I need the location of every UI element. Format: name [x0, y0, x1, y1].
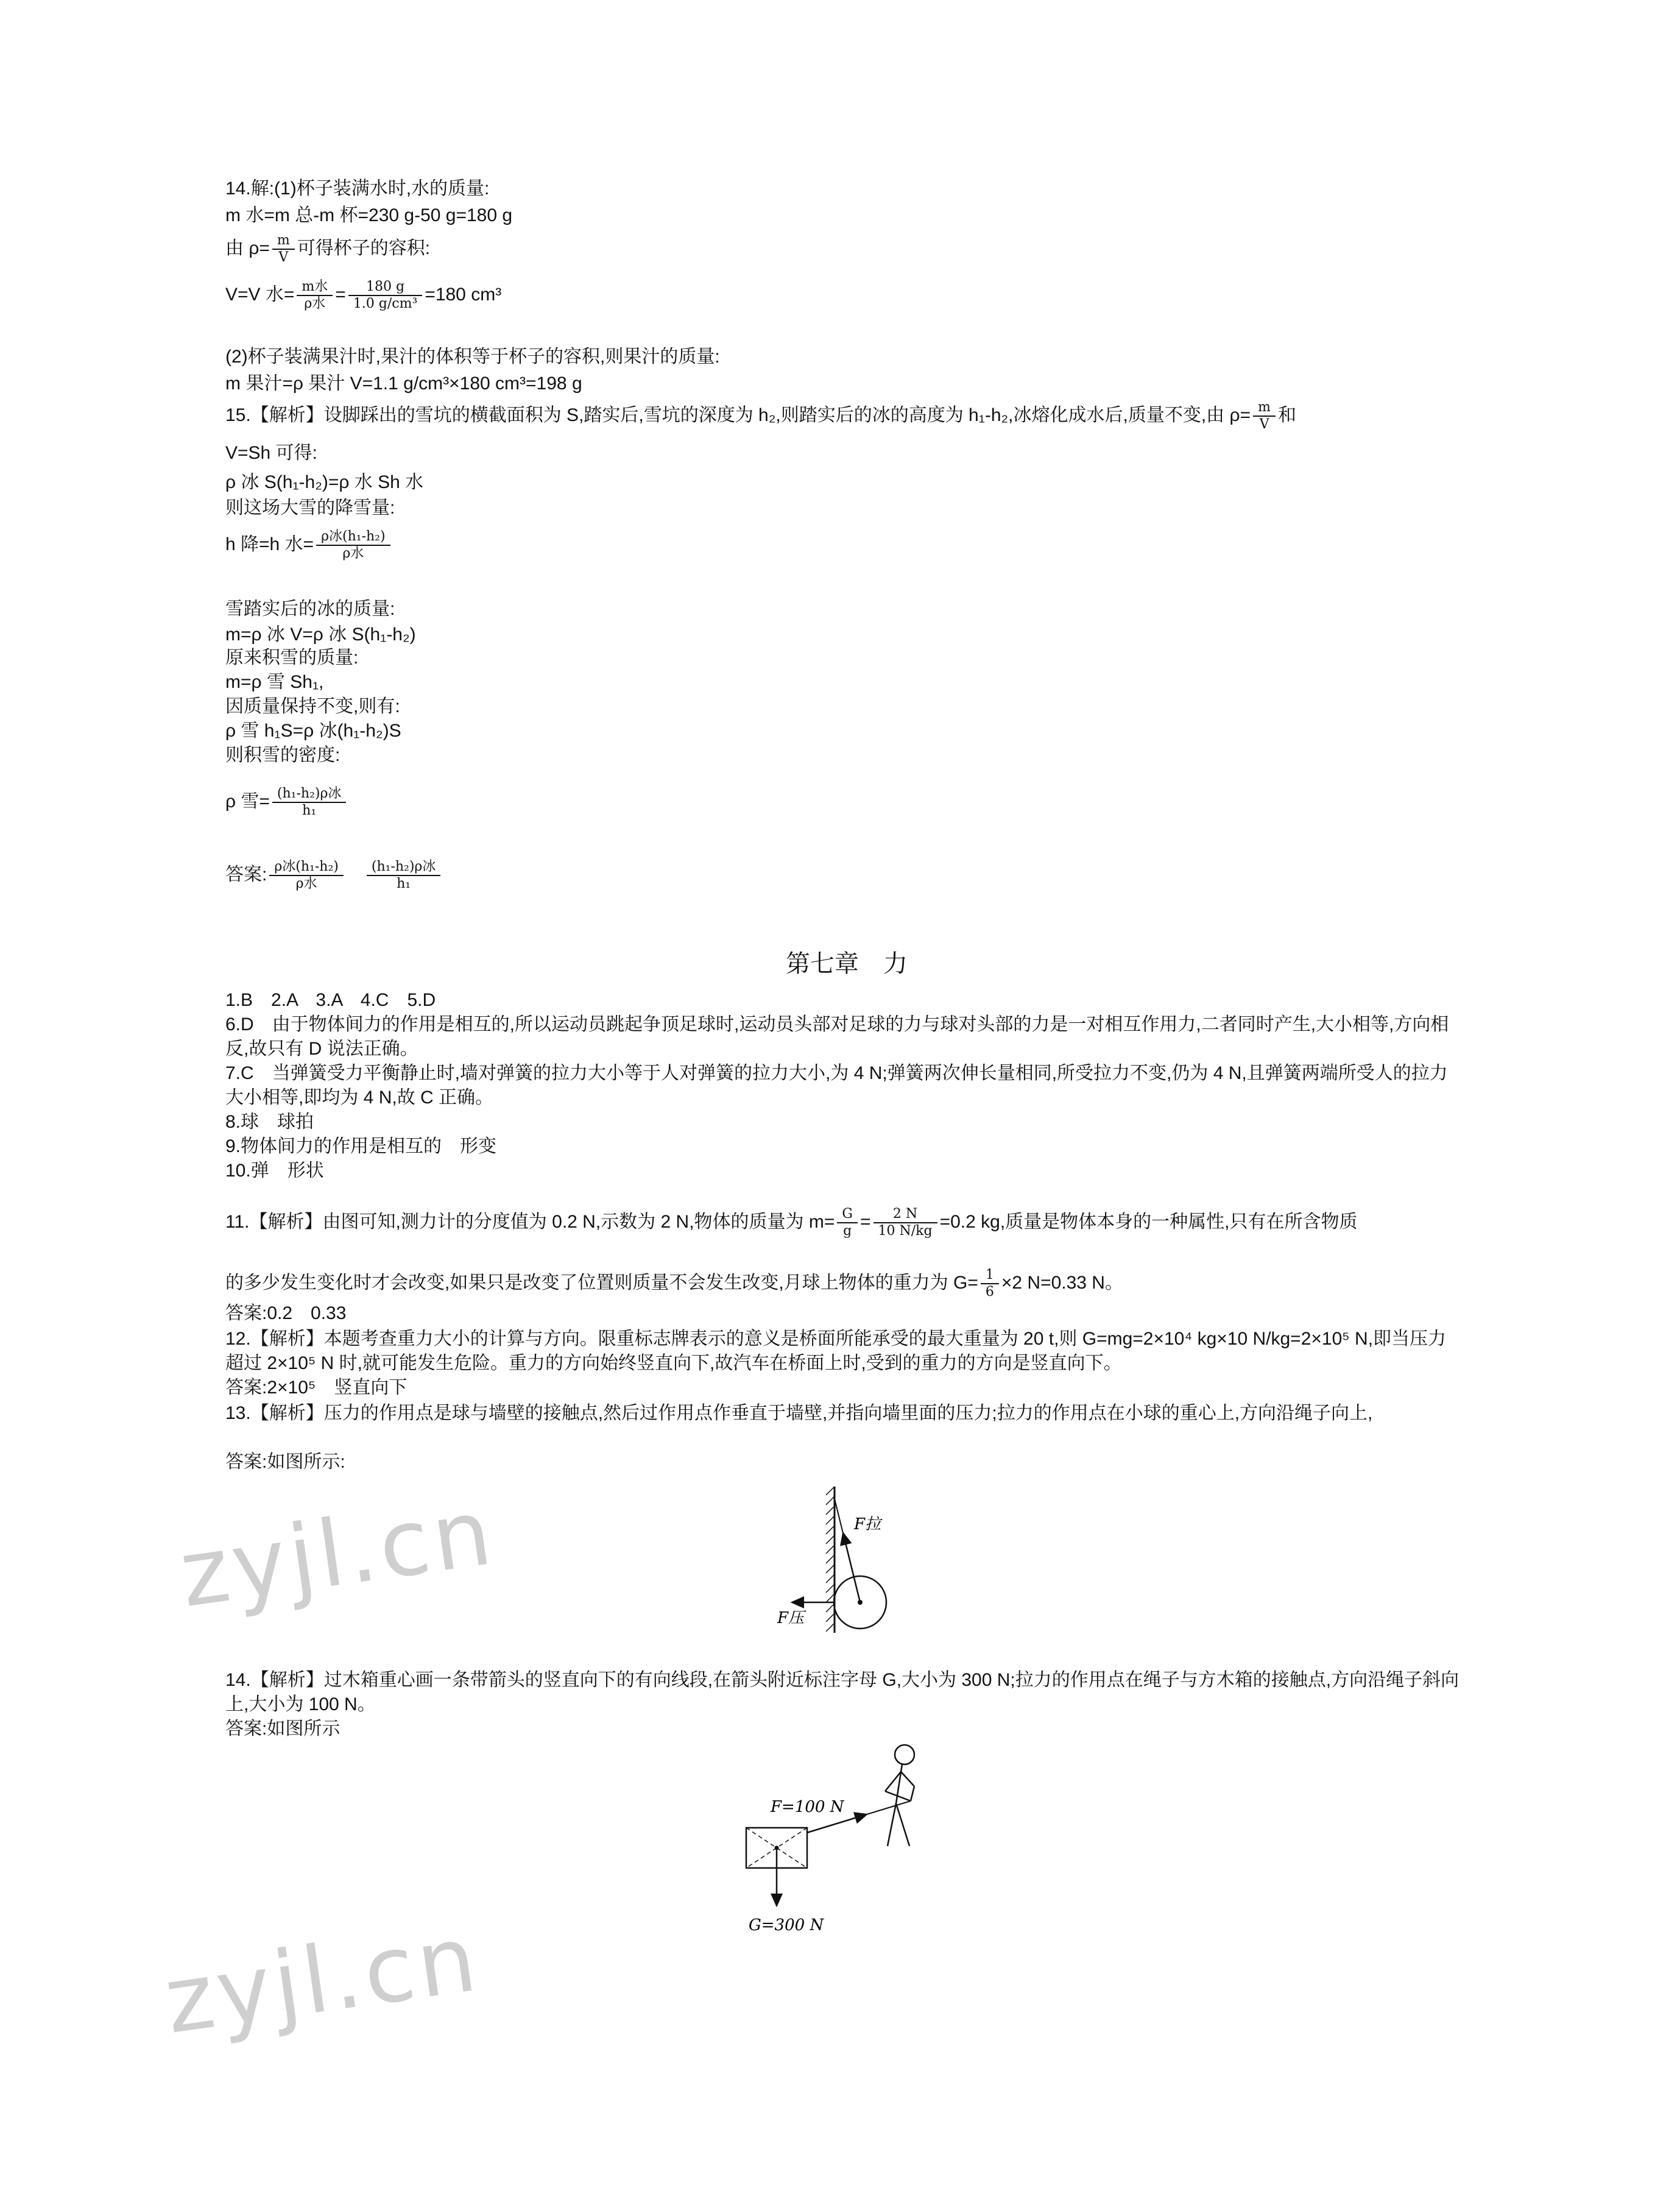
ch7-q12: 12.【解析】本题考查重力大小的计算与方向。限重标志牌表示的意义是桥面所能承受的最大重量为 20 t,则 G=mg=2×10⁴ kg×10 N/kg=2×10⁵ N,即当压力超过 2×10⁵ N 时,就可能发生危险。重力的方向始终竖直向下,故汽车在桥面上时,受到的重力的方向是竖直向下。 [225, 1329, 1447, 1373]
watermark: zyjl.cn [158, 1905, 486, 2055]
figure-ball-wall [768, 1480, 926, 1639]
q15-line1: 15.【解析】设脚踩出的雪坑的横截面积为 S,踏实后,雪坑的深度为 h₂,则踏实后的冰的高度为 h₁-h₂,冰熔化成水后,质量不变,由 ρ= $\frac{m}{V}$ 和 [225, 400, 1296, 432]
ch7-q13-answer: 答案:如图所示: [225, 1452, 345, 1472]
q15-line4: 则这场大雪的降雪量: [225, 498, 395, 518]
ch7-q14-answer: 答案:如图所示 [225, 1719, 341, 1739]
q15-line7: m=ρ 冰 V=ρ 冰 S(h₁-h₂) [225, 624, 416, 645]
q14-line6: m 果汁=ρ 果汁 V=1.1 g/cm³×180 cm³=198 g [225, 373, 582, 394]
rope [867, 1801, 911, 1814]
ch7-q7: 7.C 当弹簧受力平衡静止时,墙对弹簧的拉力大小等于人对弹簧的拉力大小,为 4 N;弹簧两次伸长量相同,所受拉力不变,仍为 4 N,且弹簧两端所受人的拉力大小相等,即均为 4 N,故 C 正确。 [225, 1063, 1448, 1108]
q15-line2: V=Sh 可得: [225, 443, 317, 463]
q14-line3: 由 ρ= $\frac{m}{V}$ 可得杯子的容积: [225, 233, 431, 265]
gravity-label: G=300 N [749, 1916, 824, 1934]
ch7-q12-answer: 答案:2×10⁵ 竖直向下 [225, 1378, 408, 1398]
q15-line9: m=ρ 雪 Sh₁, [225, 672, 324, 692]
ch7-q14: 14.【解析】过木箱重心画一条带箭头的竖直向下的有向线段,在箭头附近标注字母 G,大小为 300 N;拉力的作用点在绳子与方木箱的接触点,方向沿绳子斜向上,大小为 100 N。 [225, 1670, 1459, 1714]
chapter-title: 第七章 力 [786, 950, 908, 978]
q15-line5: h 降=h 水= $\frac{\text{ρ冰(h₁-h₂)}}{\text{ρ水}}$ [225, 529, 393, 562]
q14-line1: 14.解:(1)杯子装满水时,水的质量: [225, 179, 490, 199]
pull-label: F拉 [854, 1515, 881, 1533]
q15-line3: ρ 冰 S(h₁-h₂)=ρ 水 Sh 水 [225, 472, 424, 492]
watermark: zyjl.cn [174, 1479, 501, 1629]
ch7-q10: 10.弹 形状 [225, 1161, 324, 1181]
ch7-q11-line2: 的多少发生变化时才会改变,如果只是改变了位置则质量不会发生改变,月球上物体的重力为 G= $\frac{1}{6}$ ×2 N=0.33 N。 [225, 1267, 1123, 1300]
q14-line4: V=V 水= $\frac{\text{m水}}{\text{ρ水}}$ = $\frac{180 g}{\text{1.0 g/cm³}}$ =180 cm³ [225, 279, 502, 311]
q14-line2: m 水=m 总-m 杯=230 g-50 g=180 g [225, 205, 513, 225]
ch7-q13: 13.【解析】压力的作用点是球与墙壁的接触点,然后过作用点作垂直于墙壁,并指向墙里面的压力;拉力的作用点在小球的重心上,方向沿绳子向上, [225, 1403, 1373, 1423]
force-f-label: F=100 N [771, 1798, 844, 1816]
q15-line10: 因质量保持不变,则有: [225, 696, 400, 716]
ch7-q8: 8.球 球拍 [225, 1112, 314, 1132]
wall [826, 1487, 835, 1633]
q15-line12: 则积雪的密度: [225, 745, 341, 765]
q15-line11: ρ 雪 h₁S=ρ 冰(h₁-h₂)S [225, 721, 401, 741]
figure-person-box [728, 1742, 972, 1937]
ch7-q9: 9.物体间力的作用是相互的 形变 [225, 1136, 497, 1156]
ch7-q11-line1: 11.【解析】由图可知,测力计的分度值为 0.2 N,示数为 2 N,物体的质量为 m= $\frac{G}{g}$ = $\frac{2 N}{10 N/kg}$ =0.2 kg,质量是物体本身的一种属性,只有在所含物质 [225, 1206, 1358, 1239]
pull-arrow [843, 1533, 860, 1602]
person [885, 1745, 914, 1846]
force-f-arrow [807, 1814, 867, 1833]
q15-line6: 雪踏实后的冰的质量: [225, 599, 395, 619]
ch7-q11-answer: 答案:0.2 0.33 [225, 1303, 347, 1323]
ch7-q1-5: 1.B 2.A 3.A 4.C 5.D [225, 990, 436, 1010]
ch7-q6: 6.D 由于物体间力的作用是相互的,所以运动员跳起争顶足球时,运动员头部对足球的力与球对头部的力是一对相互作用力,二者同时产生,大小相等,方向相反,故只有 D 说法正确。 [225, 1014, 1449, 1059]
press-label: F压 [777, 1609, 805, 1627]
q14-line5: (2)杯子装满果汁时,果汁的体积等于杯子的容积,则果汁的质量: [225, 347, 720, 367]
q15-line13: ρ 雪= $\frac{\text{(h₁-h₂)ρ冰}}{\text{h₁}}$ [225, 786, 348, 819]
q15-line8: 原来积雪的质量: [225, 648, 359, 668]
q15-answer: 答案: $\frac{\text{ρ冰(h₁-h₂)}}{\text{ρ水}}$ $\frac{\text{(h₁-h₂)ρ冰}}{\text{h₁}}$ [225, 859, 443, 892]
